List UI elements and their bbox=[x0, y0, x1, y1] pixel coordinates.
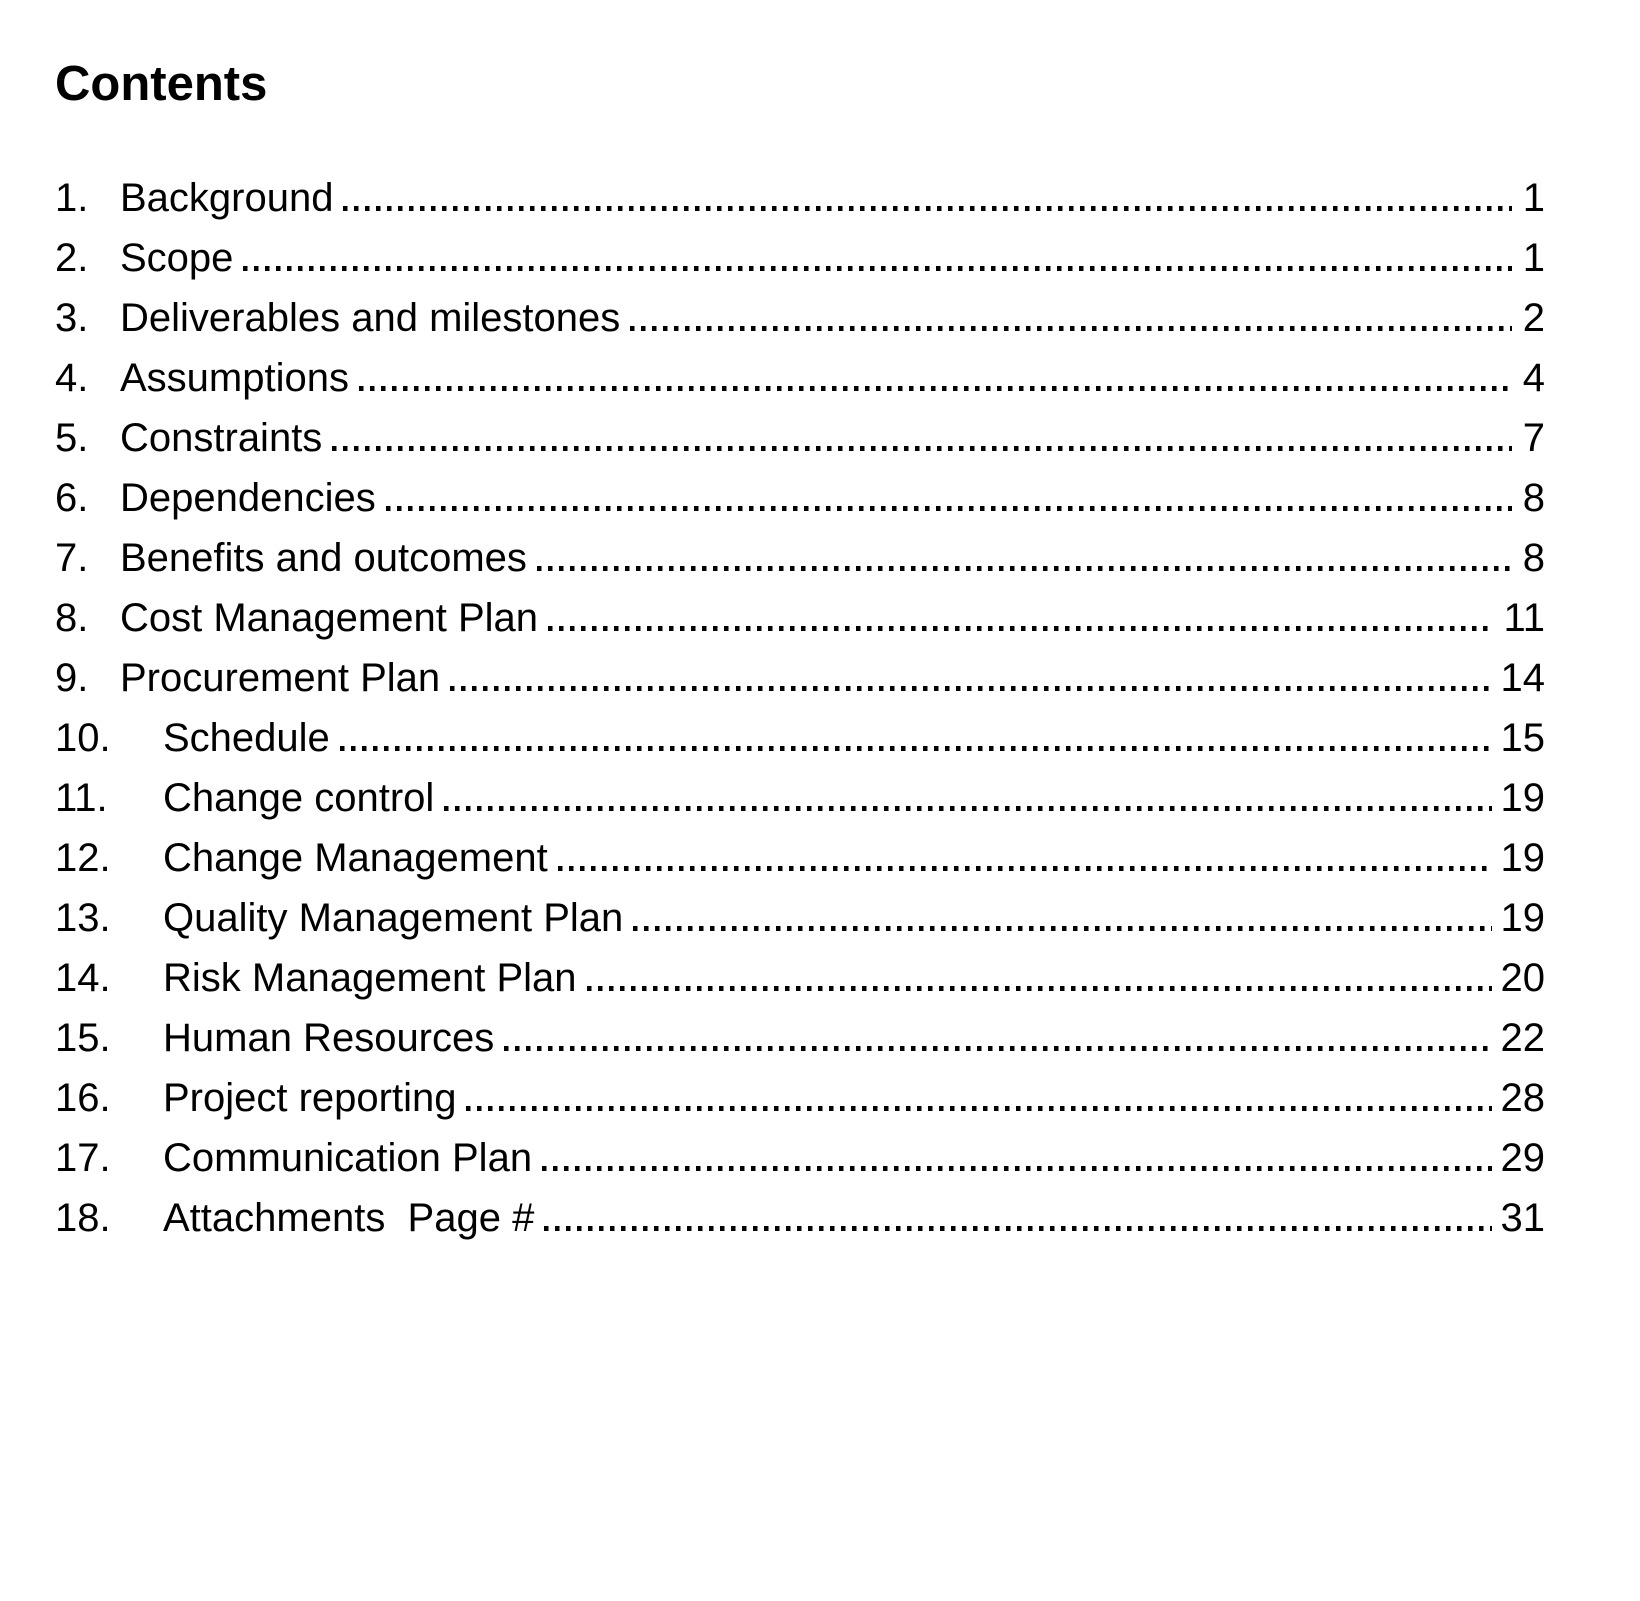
toc-entry-page-number: 14 bbox=[1500, 656, 1545, 701]
toc-entry-cost-management-plan[interactable] bbox=[55, 588, 1545, 648]
toc-entry-label: Background bbox=[120, 176, 334, 221]
toc-entry-number: 16. bbox=[55, 1076, 111, 1121]
toc-entry-label: Cost Management Plan bbox=[120, 596, 539, 641]
toc-entry-label: Procurement Plan bbox=[120, 656, 441, 701]
table-of-contents bbox=[55, 168, 1545, 1248]
toc-entry-number: 1. bbox=[55, 176, 89, 221]
toc-entry-scope[interactable] bbox=[55, 228, 1545, 288]
toc-entry-change-management[interactable] bbox=[55, 828, 1545, 888]
toc-entry-schedule[interactable] bbox=[55, 708, 1545, 768]
toc-entry-quality-management-plan[interactable] bbox=[55, 888, 1545, 948]
toc-entry-number: 18. bbox=[55, 1196, 111, 1241]
toc-entry-label: Project reporting bbox=[163, 1076, 457, 1121]
toc-entry-label: Change control bbox=[163, 776, 435, 821]
toc-entry-label: Human Resources bbox=[163, 1016, 495, 1061]
toc-entry-dependencies[interactable] bbox=[55, 468, 1545, 528]
toc-entry-number: 5. bbox=[55, 416, 89, 461]
toc-entry-page-number: 1 bbox=[1522, 176, 1545, 221]
toc-entry-label: Deliverables and milestones bbox=[120, 296, 621, 341]
toc-entry-page-number: 4 bbox=[1522, 356, 1545, 401]
dot-leader bbox=[633, 926, 1491, 931]
toc-entry-label: Assumptions bbox=[120, 356, 349, 401]
dot-leader bbox=[630, 326, 1512, 331]
toc-entry-label: Communication Plan bbox=[163, 1136, 533, 1181]
dot-leader bbox=[504, 1046, 1491, 1051]
dot-leader bbox=[343, 206, 1512, 211]
toc-entry-project-reporting[interactable] bbox=[55, 1068, 1545, 1128]
dot-leader bbox=[332, 446, 1512, 451]
toc-entry-number: 11. bbox=[55, 776, 108, 821]
toc-entry-label: Attachments Page # bbox=[163, 1196, 535, 1241]
toc-entry-page-number: 8 bbox=[1522, 476, 1545, 521]
toc-entry-number: 8. bbox=[55, 596, 89, 641]
contents-heading: Contents bbox=[55, 57, 268, 111]
toc-entry-page-number: 11 bbox=[1503, 596, 1545, 641]
toc-entry-page-number: 20 bbox=[1500, 956, 1545, 1001]
toc-entry-number: 12. bbox=[55, 836, 111, 881]
toc-entry-page-number: 19 bbox=[1500, 836, 1545, 881]
toc-entry-label: Constraints bbox=[120, 416, 323, 461]
dot-leader bbox=[359, 386, 1512, 391]
toc-entry-page-number: 19 bbox=[1500, 776, 1545, 821]
toc-entry-number: 7. bbox=[55, 536, 89, 581]
toc-entry-page-number: 19 bbox=[1500, 896, 1545, 941]
dot-leader bbox=[587, 986, 1492, 991]
toc-entry-page-number: 29 bbox=[1500, 1136, 1545, 1181]
toc-entry-number: 14. bbox=[55, 956, 111, 1001]
toc-entry-attachments[interactable] bbox=[55, 1188, 1545, 1248]
toc-entry-background[interactable] bbox=[55, 168, 1545, 228]
toc-entry-human-resources[interactable] bbox=[55, 1008, 1545, 1068]
toc-entry-page-number: 1 bbox=[1522, 236, 1545, 281]
toc-entry-page-number: 31 bbox=[1500, 1196, 1545, 1241]
toc-entry-number: 13. bbox=[55, 896, 111, 941]
toc-entry-number: 10. bbox=[55, 716, 111, 761]
toc-entry-page-number: 28 bbox=[1500, 1076, 1545, 1121]
toc-entry-deliverables-and-milestones[interactable] bbox=[55, 288, 1545, 348]
toc-entry-number: 9. bbox=[55, 656, 89, 701]
toc-entry-page-number: 22 bbox=[1500, 1016, 1545, 1061]
dot-leader bbox=[450, 686, 1491, 691]
dot-leader bbox=[548, 626, 1494, 631]
toc-entry-label: Schedule bbox=[163, 716, 330, 761]
toc-entry-label: Benefits and outcomes bbox=[120, 536, 527, 581]
toc-entry-number: 2. bbox=[55, 236, 89, 281]
toc-entry-risk-management-plan[interactable] bbox=[55, 948, 1545, 1008]
dot-leader bbox=[466, 1106, 1491, 1111]
toc-entry-page-number: 2 bbox=[1522, 296, 1545, 341]
dot-leader bbox=[444, 806, 1491, 811]
toc-entry-page-number: 15 bbox=[1500, 716, 1545, 761]
dot-leader bbox=[537, 566, 1512, 571]
toc-entry-page-number: 8 bbox=[1522, 536, 1545, 581]
dot-leader bbox=[544, 1226, 1491, 1231]
toc-entry-constraints[interactable] bbox=[55, 408, 1545, 468]
toc-entry-procurement-plan[interactable] bbox=[55, 648, 1545, 708]
toc-entry-label: Quality Management Plan bbox=[163, 896, 624, 941]
dot-leader bbox=[340, 746, 1492, 751]
toc-entry-communication-plan[interactable] bbox=[55, 1128, 1545, 1188]
dot-leader bbox=[558, 866, 1492, 871]
toc-entry-number: 17. bbox=[55, 1136, 111, 1181]
toc-entry-label: Change Management bbox=[163, 836, 548, 881]
toc-entry-number: 3. bbox=[55, 296, 89, 341]
toc-entry-assumptions[interactable] bbox=[55, 348, 1545, 408]
toc-entry-change-control[interactable] bbox=[55, 768, 1545, 828]
toc-entry-label: Dependencies bbox=[120, 476, 376, 521]
dot-leader bbox=[386, 506, 1512, 511]
toc-entry-number: 6. bbox=[55, 476, 89, 521]
toc-entry-number: 15. bbox=[55, 1016, 111, 1061]
toc-entry-label: Risk Management Plan bbox=[163, 956, 577, 1001]
toc-entry-benefits-and-outcomes[interactable] bbox=[55, 528, 1545, 588]
dot-leader bbox=[243, 266, 1512, 271]
dot-leader bbox=[542, 1166, 1491, 1171]
toc-entry-number: 4. bbox=[55, 356, 89, 401]
toc-entry-page-number: 7 bbox=[1522, 416, 1545, 461]
toc-entry-label: Scope bbox=[120, 236, 234, 281]
